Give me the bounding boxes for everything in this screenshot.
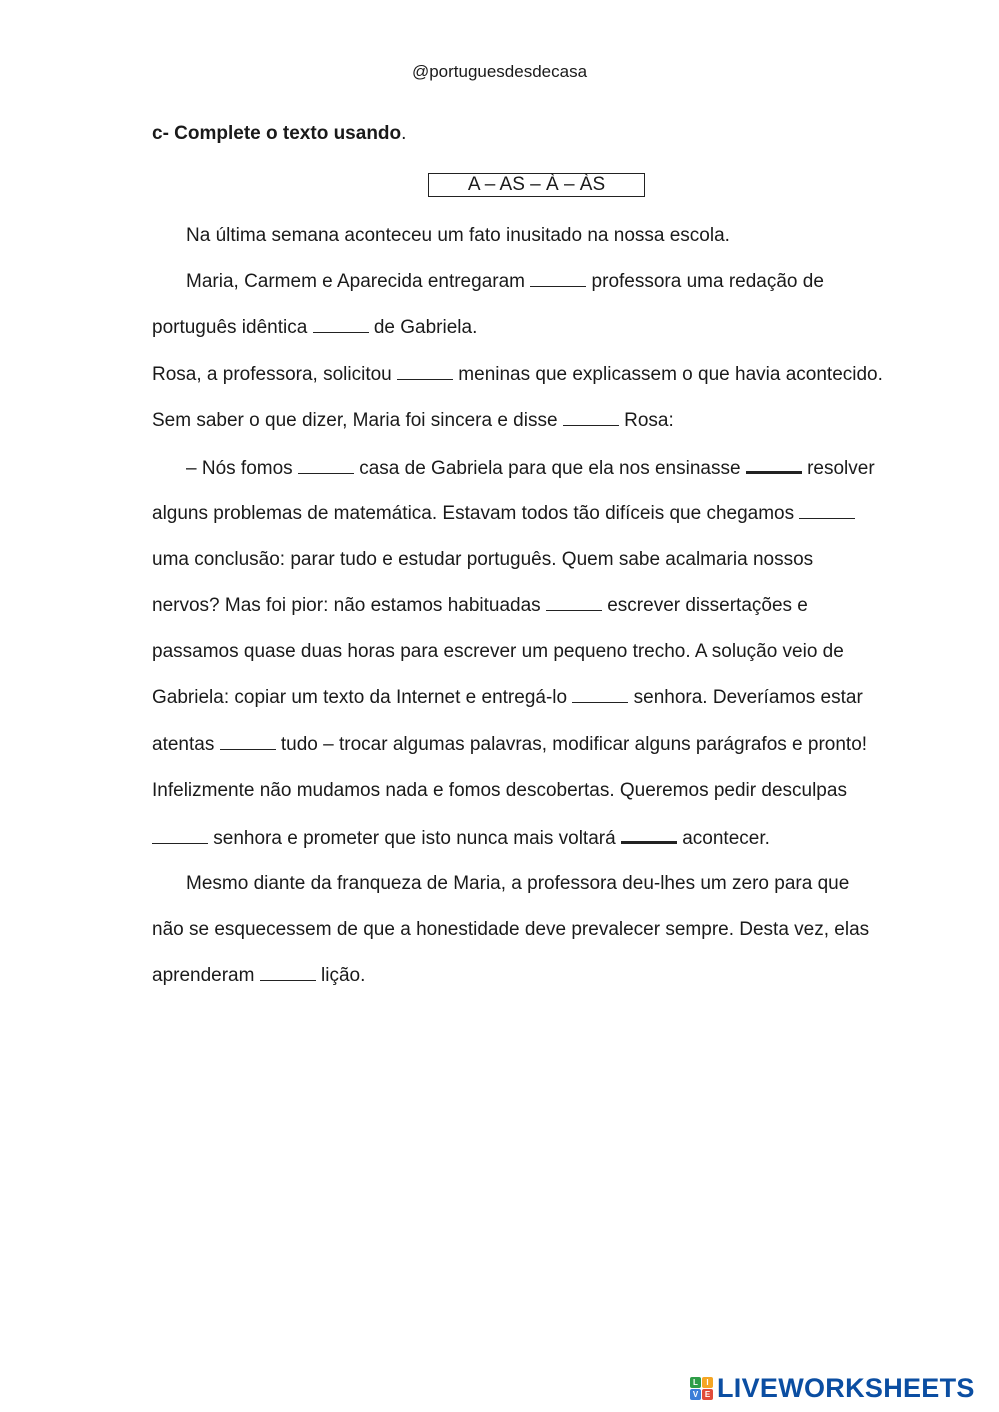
blank-2[interactable]	[313, 316, 369, 333]
text-line-4: Rosa, a professora, solicitou meninas que explicassem o que havia acontecido.	[152, 364, 883, 385]
blank-8[interactable]	[546, 594, 602, 611]
text-line-6: – Nós fomos casa de Gabriela para que ela nos ensinasse resolver	[186, 455, 875, 481]
liveworksheets-logo-text: LIVEWORKSHEETS	[717, 1372, 975, 1403]
options-box: A – AS – À – ÀS	[428, 173, 645, 197]
blank-5[interactable]	[298, 457, 354, 474]
blank-9[interactable]	[572, 686, 628, 703]
page-header-handle: @portuguesdesdecasa	[411, 62, 588, 81]
task-instruction	[152, 123, 406, 145]
blank-10[interactable]	[220, 733, 276, 750]
text-line-8: uma conclusão: parar tudo e estudar português. Quem sabe acalmaria nossos	[152, 549, 814, 570]
text-line-7: alguns problemas de matemática. Estavam todos tão difíceis que chegamos	[152, 502, 855, 526]
blank-6[interactable]	[746, 455, 802, 474]
liveworksheets-logo-icon: L I V E	[690, 1377, 713, 1400]
text-line-2: Maria, Carmem e Aparecida entregaram professora uma redação de	[186, 271, 824, 292]
blank-12[interactable]	[621, 825, 677, 844]
text-line-14: senhora e prometer que isto nunca mais voltará acontecer.	[152, 825, 770, 851]
text-line-9: nervos? Mas foi pior: não estamos habituadas escrever dissertações e	[152, 595, 808, 616]
blank-1[interactable]	[530, 270, 586, 287]
text-line-16: não se esquecessem de que a honestidade deve prevalecer sempre. Desta vez, elas	[152, 919, 870, 940]
text-line-3: português idêntica de Gabriela.	[152, 317, 478, 338]
task-period: .	[401, 123, 407, 144]
blank-3[interactable]	[397, 363, 453, 380]
blank-11[interactable]	[152, 827, 208, 844]
text-line-10: passamos quase duas horas para escrever um pequeno trecho. A solução veio de	[152, 641, 844, 662]
text-line-11: Gabriela: copiar um texto da Internet e entregá-lo senhora. Deveríamos estar	[152, 687, 863, 708]
task-label: c- Complete o texto usando	[152, 123, 402, 144]
text-line-5: Sem saber o que dizer, Maria foi sincera e disse Rosa:	[152, 410, 674, 431]
text-line-17: aprenderam lição.	[152, 965, 366, 986]
blank-4[interactable]	[563, 409, 619, 426]
blank-13[interactable]	[260, 964, 316, 981]
text-line-15: Mesmo diante da franqueza de Maria, a professora deu-lhes um zero para que	[186, 873, 850, 894]
liveworksheets-logo	[690, 1374, 975, 1402]
text-line-12: atentas tudo – trocar algumas palavras, modificar alguns parágrafos e pronto!	[152, 734, 868, 755]
text-line-13: Infelizmente não mudamos nada e fomos descobertas. Queremos pedir desculpas	[152, 780, 847, 801]
blank-7[interactable]	[799, 502, 855, 519]
text-line-1: Na última semana aconteceu um fato inusitado na nossa escola.	[186, 225, 730, 246]
